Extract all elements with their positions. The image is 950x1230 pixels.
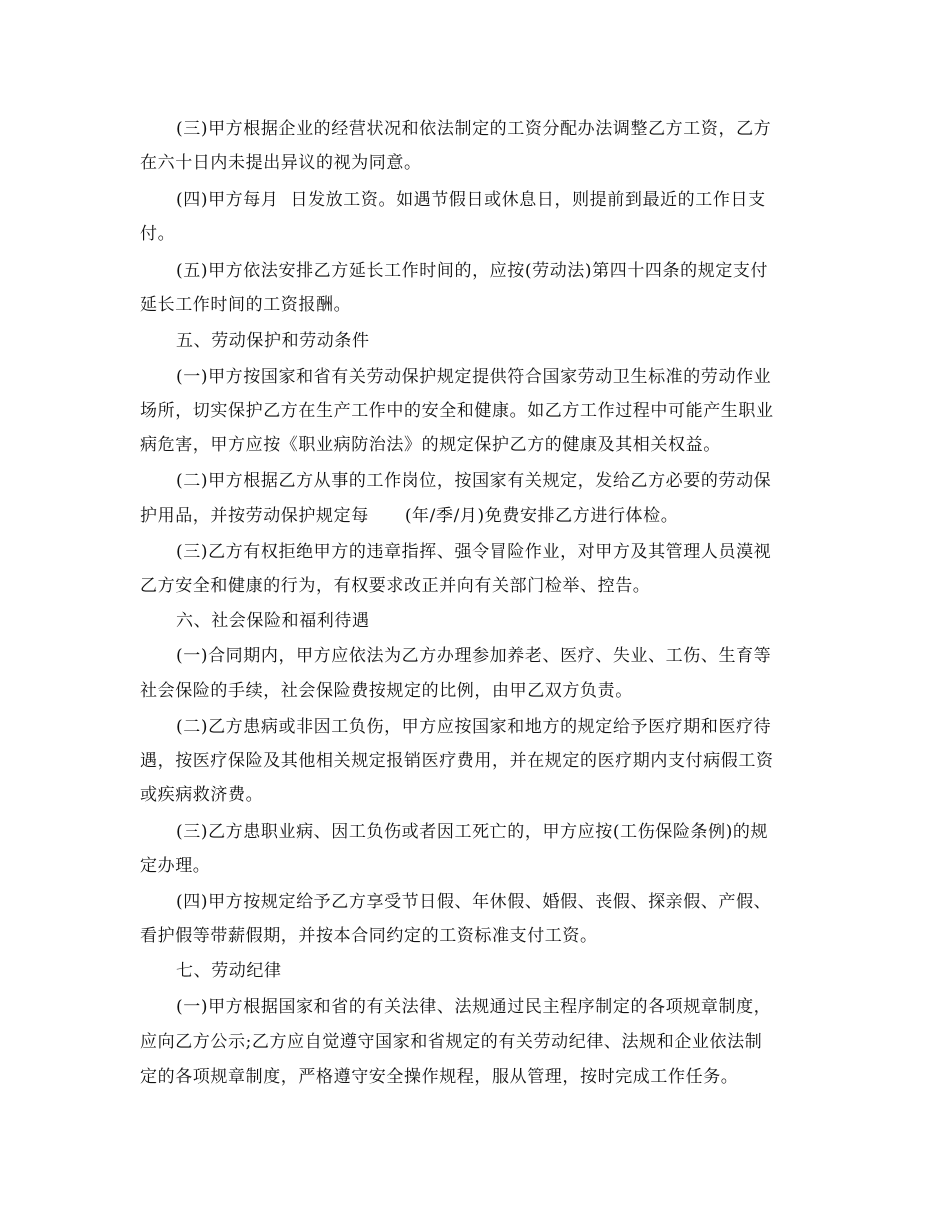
line-text: 病危害，甲方应按《职业病防治法》的规定保护乙方的健康及其相关权益。 xyxy=(140,435,721,455)
paragraph-line xyxy=(0,780,950,810)
paragraph-line xyxy=(0,430,950,460)
heading-text: 七、劳动纪律 xyxy=(176,961,282,981)
paragraph-line xyxy=(0,817,950,847)
paragraph-line xyxy=(0,851,950,881)
paragraph-line xyxy=(0,1027,950,1057)
paragraph-line xyxy=(0,290,950,320)
line-text: 延长工作时间的工资报酬。 xyxy=(140,295,352,315)
paragraph-line xyxy=(0,466,950,496)
section-heading xyxy=(0,956,950,986)
paragraph-line xyxy=(0,746,950,776)
paragraph-line xyxy=(0,1062,950,1092)
line-text: 付。 xyxy=(140,224,176,244)
line-text: (一)甲方根据国家和省的有关法律、法规通过民主程序制定的各项规章制度， xyxy=(176,997,772,1017)
line-text: 定的各项规章制度，严格遵守安全操作规程，服从管理，按时完成工作任务。 xyxy=(140,1067,739,1087)
line-text: (五)甲方依法安排乙方延长工作时间的，应按(劳动法)第四十四条的规定支付 xyxy=(176,261,769,281)
heading-text: 六、社会保险和福利待遇 xyxy=(176,611,370,631)
line-text: (一)合同期内，甲方应依法为乙方办理参加养老、医疗、失业、工伤、生育等 xyxy=(176,646,772,666)
line-text: 社会保险的手续，社会保险费按规定的比例，由甲乙双方负责。 xyxy=(140,681,633,701)
paragraph-line xyxy=(0,921,950,951)
line-text: 定办理。 xyxy=(140,856,211,876)
paragraph-line xyxy=(0,114,950,144)
paragraph-line xyxy=(0,887,950,917)
line-text: (二)甲方根据乙方从事的工作岗位，按国家有关规定，发给乙方必要的劳动保 xyxy=(176,471,772,491)
line-text: 遇，按医疗保险及其他相关规定报销医疗费用，并在规定的医疗期内支付病假工资 xyxy=(140,751,774,771)
line-text: 护用品，并按劳动保护规定每 (年/季/月)免费安排乙方进行体检。 xyxy=(140,506,679,526)
paragraph-line xyxy=(0,641,950,671)
line-text: 或疾病救济费。 xyxy=(140,785,264,805)
paragraph-line xyxy=(0,712,950,742)
line-text: (三)乙方有权拒绝甲方的违章指挥、强令冒险作业，对甲方及其管理人员漠视 xyxy=(176,542,772,562)
line-text: (四)甲方按规定给予乙方享受节日假、年休假、婚假、丧假、探亲假、产假、 xyxy=(176,892,772,912)
paragraph-line xyxy=(0,256,950,286)
line-text: 乙方安全和健康的行为，有权要求改正并向有关部门检举、控告。 xyxy=(140,576,651,596)
paragraph-line xyxy=(0,571,950,601)
line-text: 应向乙方公示;乙方应自觉遵守国家和省规定的有关劳动纪律、法规和企业依法制 xyxy=(140,1032,763,1052)
heading-text: 五、劳动保护和劳动条件 xyxy=(176,331,370,351)
paragraph-line xyxy=(0,396,950,426)
line-text: (二)乙方患病或非因工负伤，甲方应按国家和地方的规定给予医疗期和医疗待 xyxy=(176,717,772,737)
paragraph-line xyxy=(0,148,950,178)
paragraph-line xyxy=(0,219,950,249)
line-text: (三)乙方患职业病、因工负伤或者因工死亡的，甲方应按(工伤保险条例)的规 xyxy=(176,822,769,842)
line-text: 场所，切实保护乙方在生产工作中的安全和健康。如乙方工作过程中可能产生职业 xyxy=(140,401,774,421)
line-text: (一)甲方按国家和省有关劳动保护规定提供符合国家劳动卫生标准的劳动作业 xyxy=(176,367,772,387)
paragraph-line xyxy=(0,362,950,392)
paragraph-line xyxy=(0,185,950,215)
paragraph-line xyxy=(0,992,950,1022)
paragraph-line xyxy=(0,537,950,567)
line-text: 看护假等带薪假期，并按本合同约定的工资标准支付工资。 xyxy=(140,926,598,946)
line-text: 在六十日内未提出异议的视为同意。 xyxy=(140,153,422,173)
paragraph-line xyxy=(0,676,950,706)
section-heading xyxy=(0,326,950,356)
paragraph-line xyxy=(0,501,950,531)
line-text: (四)甲方每月 日发放工资。如遇节假日或休息日，则提前到最近的工作日支 xyxy=(176,190,766,210)
line-text: (三)甲方根据企业的经营状况和依法制定的工资分配办法调整乙方工资，乙方 xyxy=(176,119,772,139)
section-heading xyxy=(0,606,950,636)
